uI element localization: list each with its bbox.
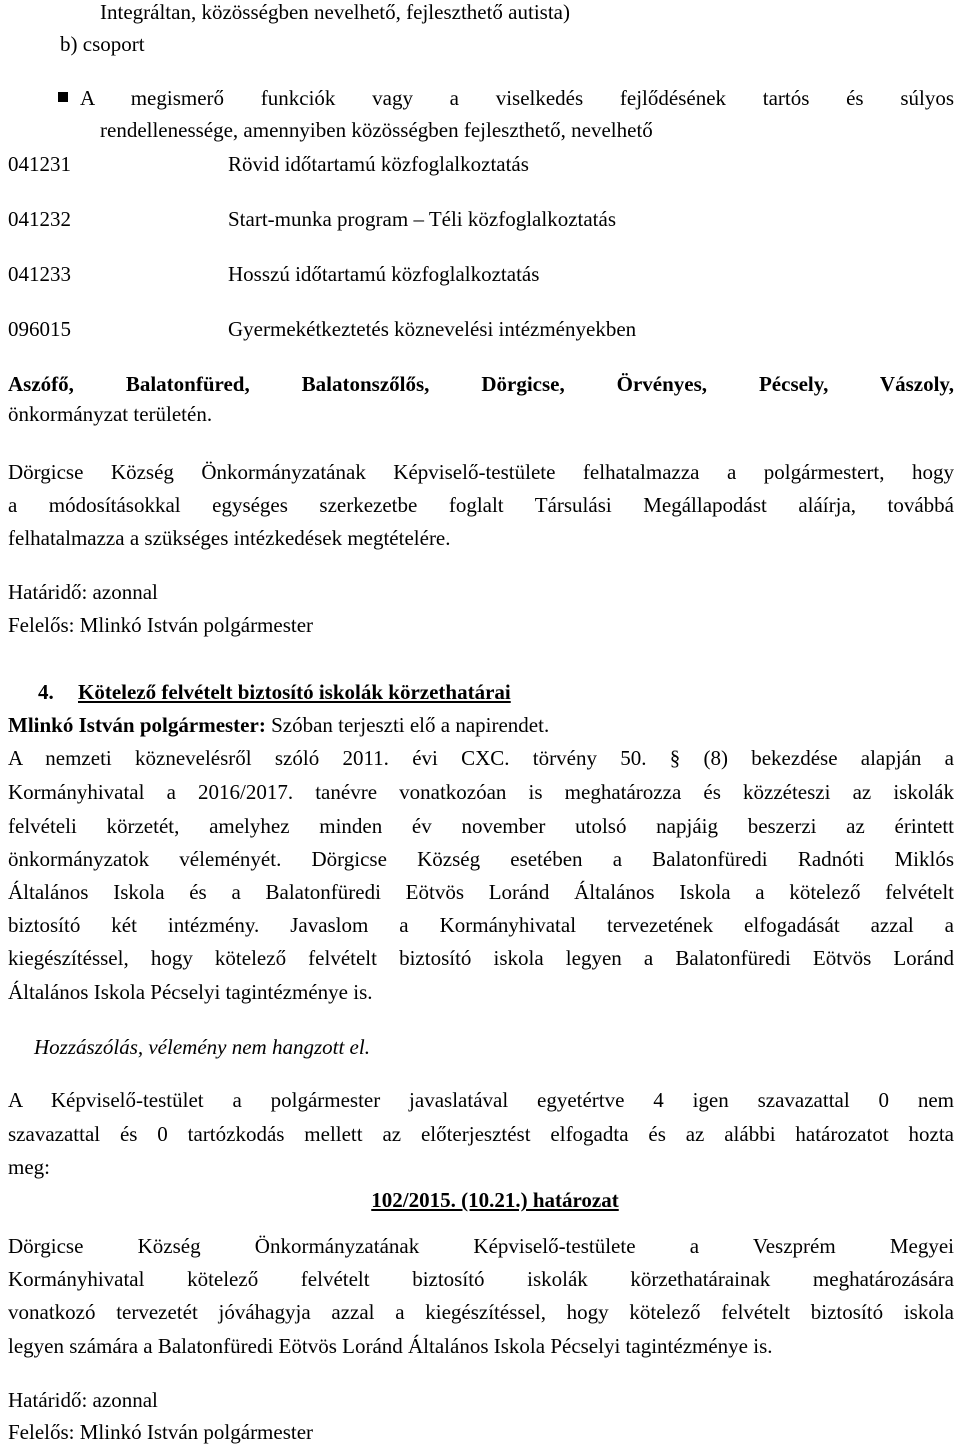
body-line: felvételi körzetét, amelyhez minden év november utolsó napjáig beszerzi az érintett bbox=[8, 814, 954, 838]
presenter-line bbox=[8, 709, 954, 741]
presenter-name: Mlinkó István polgármester: bbox=[8, 713, 266, 737]
municipalities-line-2: önkormányzat területén. bbox=[8, 402, 213, 426]
body-line: Általános Iskola Pécselyi tagintézménye is. bbox=[8, 980, 373, 1004]
authorization-line-2: a módosításokkal egységes szerkezetbe foglalt Társulási Megállapodást aláírja, továbbá bbox=[8, 493, 954, 517]
intro-line-2: b) csoport bbox=[60, 32, 145, 56]
municipalities-line-1: Aszófő, Balatonfüred, Balatonszőlős, Dörgicse, Örvényes, Pécsely, Vászoly, bbox=[8, 372, 954, 396]
section-title: Kötelező felvételt biztosító iskolák körzethatárai bbox=[78, 680, 511, 704]
resolution-line: Kormányhivatal kötelező felvételt biztosító iskolák körzethatárainak meghatározására bbox=[8, 1267, 954, 1291]
code-description: Hosszú időtartamú közfoglalkoztatás bbox=[228, 262, 540, 286]
code-description: Gyermekétkeztetés köznevelési intézményekben bbox=[228, 317, 637, 341]
body-line: Kormányhivatal a 2016/2017. tanévre vonatkozóan is meghatározza és közzéteszi az iskolák bbox=[8, 780, 954, 804]
authorization-line-3: felhatalmazza a szükséges intézkedések megtételére. bbox=[8, 526, 451, 550]
resolution-line: Dörgicse Község Önkormányzatának Képviselő-testülete a Veszprém Megyei bbox=[8, 1234, 954, 1258]
body-line: A nemzeti köznevelésről szóló 2011. évi CXC. törvény 50. § (8) bekezdése alapján a bbox=[8, 746, 954, 770]
body-line: Általános Iskola és a Balatonfüredi Eötvös Loránd Általános Iskola a kötelező felvételt bbox=[8, 880, 954, 904]
body-line: önkormányzatok véleményét. Dörgicse Község esetében a Balatonfüredi Radnóti Miklós bbox=[8, 847, 954, 871]
intro-line-1: Integráltan, közösségben nevelhető, fejleszthető autista) bbox=[100, 0, 570, 24]
code-value: 041233 bbox=[8, 262, 71, 286]
comment-text: Hozzászólás, vélemény nem hangzott el. bbox=[34, 1035, 370, 1059]
code-description: Start-munka program – Téli közfoglalkoztatás bbox=[228, 207, 616, 231]
deadline-text: Határidő: azonnal bbox=[8, 580, 158, 604]
resolution-deadline: Határidő: azonnal bbox=[8, 1388, 158, 1412]
resolution-title: 102/2015. (10.21.) határozat bbox=[371, 1188, 619, 1212]
presenter-text: Szóban terjeszti elő a napirendet. bbox=[265, 713, 550, 737]
code-description: Rövid időtartamú közfoglalkoztatás bbox=[228, 152, 529, 176]
vote-line: A Képviselő-testület a polgármester javaslatával egyetértve 4 igen szavazattal 0 nem bbox=[8, 1088, 954, 1112]
resolution-line: legyen számára a Balatonfüredi Eötvös Loránd Általános Iskola Pécselyi tagintézménye is. bbox=[8, 1334, 773, 1358]
body-line: kiegészítéssel, hogy kötelező felvételt biztosító iskola legyen a Balatonfüredi Eötvös Loránd bbox=[8, 946, 954, 970]
bullet-line-2: rendellenessége, amennyiben közösségben fejleszthető, nevelhető bbox=[100, 118, 653, 142]
bullet-line-1: A megismerő funkciók vagy a viselkedés fejlődésének tartós és súlyos bbox=[80, 86, 954, 110]
section-number: 4. bbox=[38, 680, 54, 704]
body-line: biztosító két intézmény. Javaslom a Kormányhivatal tervezetének elfogadását azzal a bbox=[8, 913, 954, 937]
code-value: 041232 bbox=[8, 207, 71, 231]
code-value: 096015 bbox=[8, 317, 71, 341]
resolution-responsible: Felelős: Mlinkó István polgármester bbox=[8, 1420, 314, 1444]
vote-line: meg: bbox=[8, 1155, 50, 1179]
resolution-line: vonatkozó tervezetét jóváhagyja azzal a kiegészítéssel, hogy kötelező felvételt biztosító iskola bbox=[8, 1300, 954, 1324]
vote-line: szavazattal és 0 tartózkodás mellett az előterjesztést elfogadta és az alábbi határozatot hozta bbox=[8, 1122, 954, 1146]
responsible-text: Felelős: Mlinkó István polgármester bbox=[8, 613, 314, 637]
square-bullet-icon bbox=[58, 92, 68, 102]
code-value: 041231 bbox=[8, 152, 71, 176]
authorization-line-1: Dörgicse Község Önkormányzatának Képviselő-testülete felhatalmazza a polgármestert, hogy bbox=[8, 460, 954, 484]
